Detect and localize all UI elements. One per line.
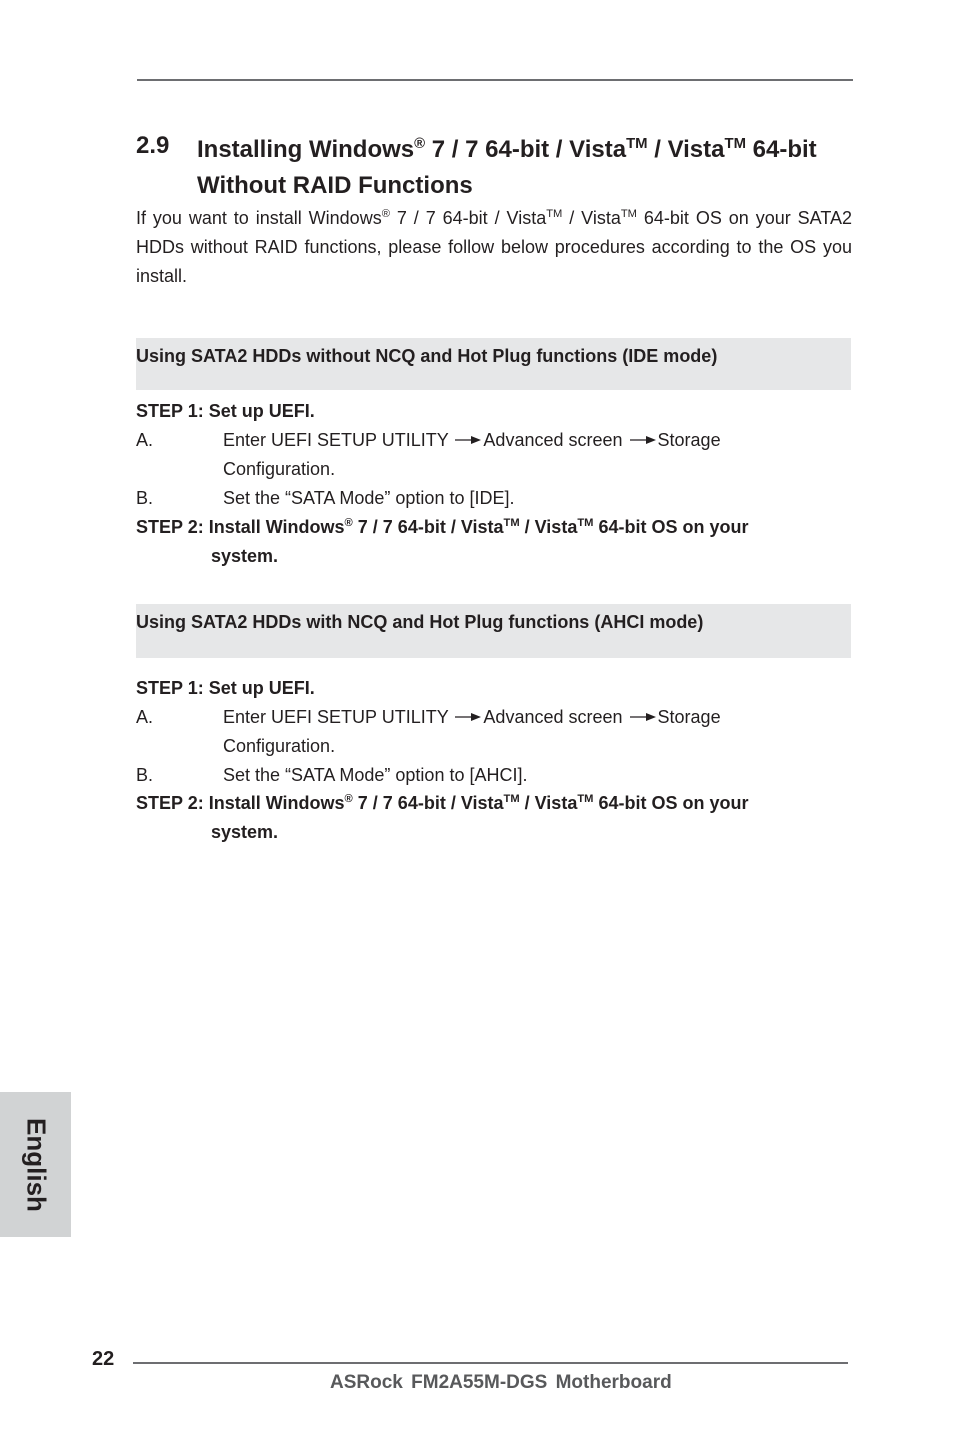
ide-step1: STEP 1: Set up UEFI.	[136, 401, 315, 421]
ide-item-b-letter: B.	[136, 488, 154, 508]
ide-item-a-line2: Configuration.	[223, 459, 336, 479]
ahci-mode-heading: Using SATA2 HDDs with NCQ and Hot Plug functions (AHCI mode)	[136, 612, 704, 632]
section-title-line2: Without RAID Functions	[197, 172, 473, 199]
ide-mode-heading-band	[136, 338, 851, 390]
ide-item-b: Set the “SATA Mode” option to [IDE].	[223, 488, 515, 508]
ahci-step2-line2: system.	[211, 822, 279, 842]
intro-paragraph: If you want to install Windows® 7 / 7 64-bit / Vista™ / Vista™ 64-bit OS on your SATA2 HDDs without RAID functions, please follow below procedures according to the OS you install.	[136, 208, 852, 286]
ide-step2: STEP 2: Install Windows® 7 / 7 64-bit / Vista™ / Vista™ 64-bit OS on your system.	[136, 513, 836, 571]
ahci-mode-heading-band	[136, 604, 851, 658]
ide-item-a-letter: A.	[136, 430, 154, 450]
ide-item-a: Enter UEFI SETUP UTILITY Advanced screen Storage Configuration.	[223, 430, 721, 479]
page-number: 22	[92, 1348, 115, 1370]
ide-step2-line2: system.	[211, 546, 279, 566]
ide-mode-heading: Using SATA2 HDDs without NCQ and Hot Plug functions (IDE mode)	[136, 346, 718, 366]
right-arrow-icon	[630, 711, 656, 723]
language-side-tab-label: English	[21, 1117, 51, 1212]
top-rule	[137, 79, 853, 81]
right-arrow-icon	[455, 434, 481, 446]
section-number: 2.9	[136, 132, 170, 159]
footer-title: ASRock FM2A55M-DGS Motherboard	[330, 1372, 672, 1393]
footer-rule	[133, 1362, 848, 1364]
ahci-step2: STEP 2: Install Windows® 7 / 7 64-bit / Vista™ / Vista™ 64-bit OS on your system.	[136, 789, 836, 847]
right-arrow-icon	[630, 434, 656, 446]
ahci-step1: STEP 1: Set up UEFI.	[136, 678, 315, 698]
ahci-item-a-line2: Configuration.	[223, 736, 336, 756]
ahci-item-b: Set the “SATA Mode” option to [AHCI].	[223, 765, 528, 785]
right-arrow-icon	[455, 711, 481, 723]
language-side-tab	[0, 1092, 71, 1237]
ahci-item-a-letter: A.	[136, 707, 154, 727]
section-title: Installing Windows® 7 / 7 64-bit / Vista™ / Vista™ 64-bit Without RAID Functions	[197, 136, 817, 199]
ahci-item-a: Enter UEFI SETUP UTILITY Advanced screen Storage Configuration.	[223, 707, 721, 756]
ahci-item-b-letter: B.	[136, 765, 154, 785]
